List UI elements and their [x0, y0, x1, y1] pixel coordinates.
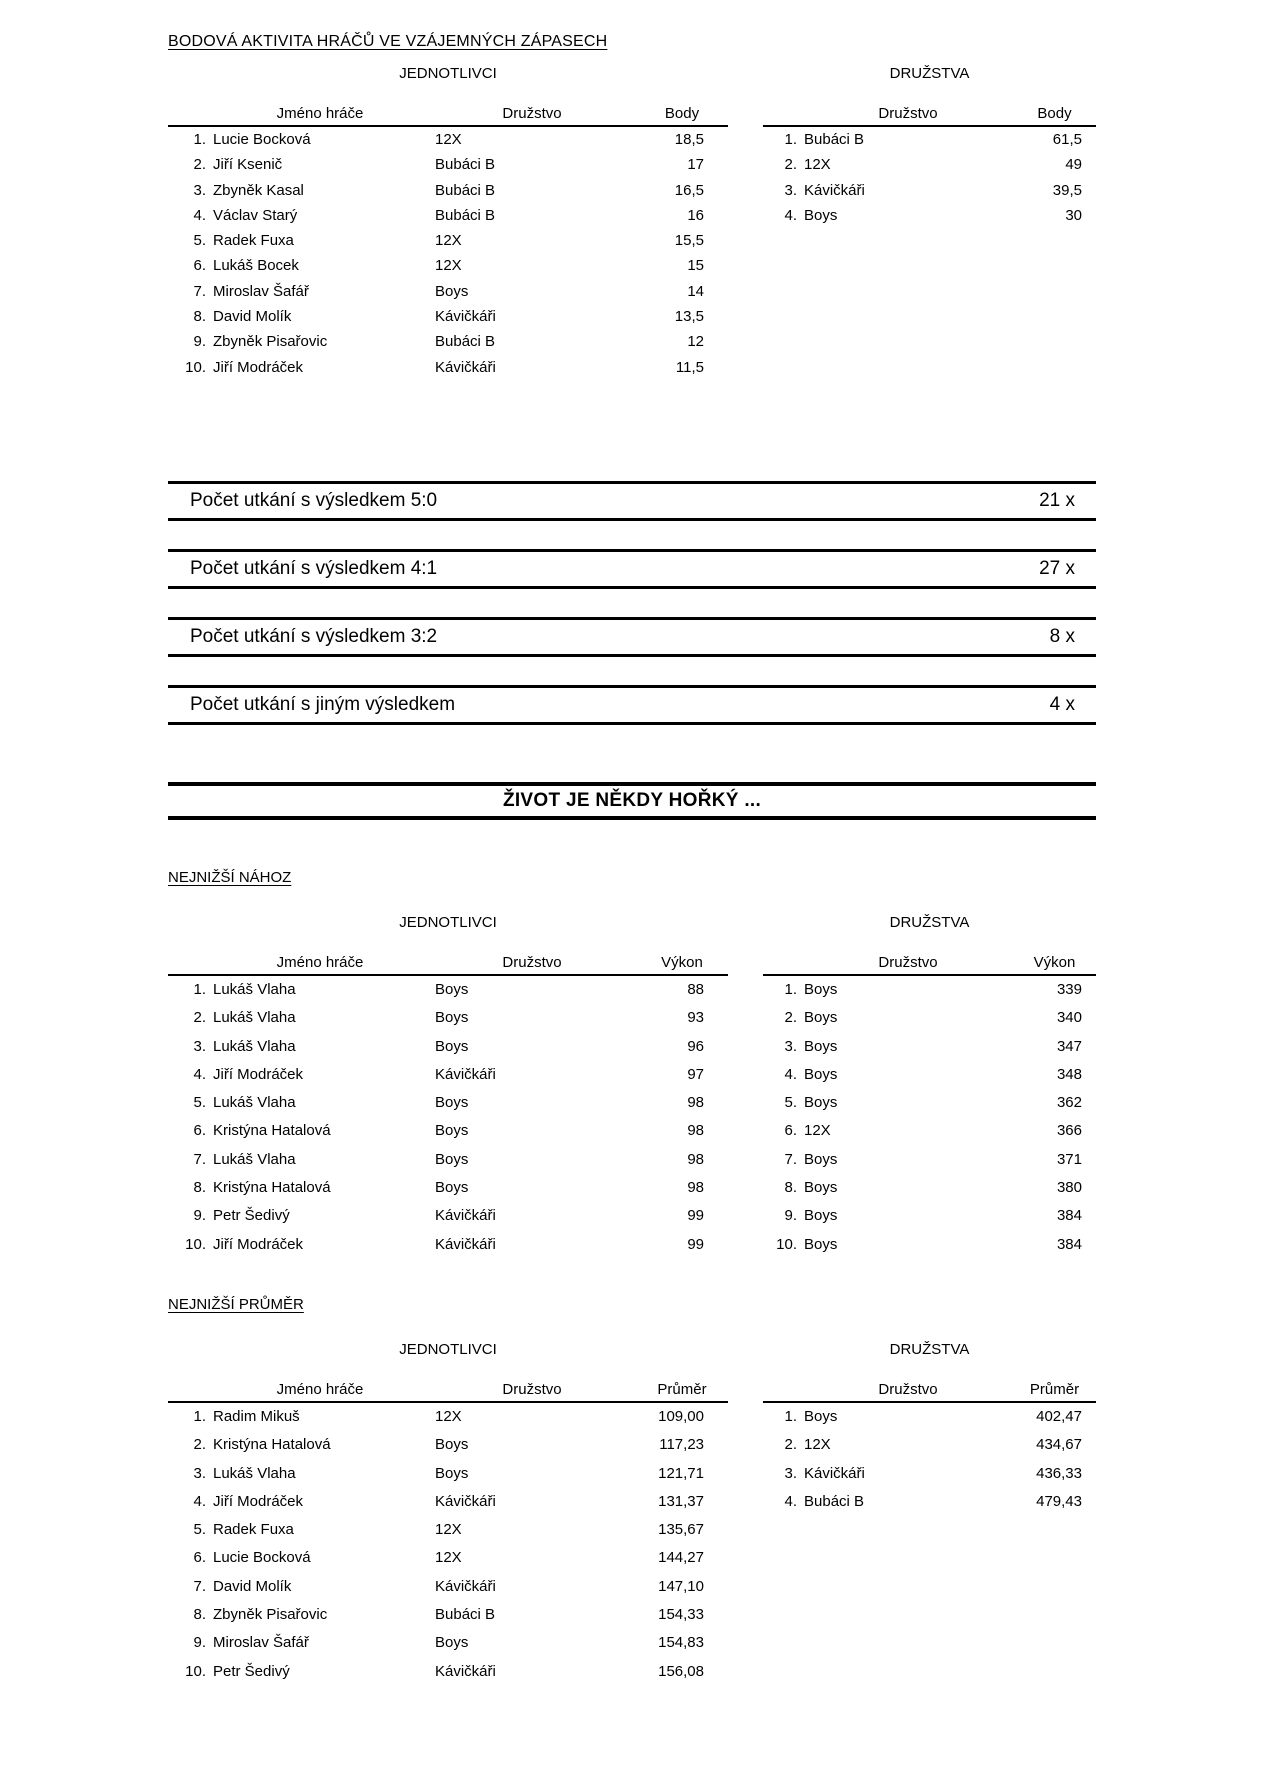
team-name: Boys — [435, 1150, 469, 1168]
row-rank: 5. — [193, 1521, 206, 1539]
individuals-heading: JEDNOTLIVCI — [399, 1340, 497, 1358]
row-value: 384 — [1056, 1207, 1082, 1225]
table-row — [763, 1061, 1096, 1089]
row-value: 97 — [687, 1065, 704, 1083]
player-name: Lukáš Vlaha — [213, 1464, 296, 1482]
column-header-team: Družstvo — [502, 1380, 562, 1398]
player-name: Radek Fuxa — [213, 232, 294, 250]
player-name: Kristýna Hatalová — [213, 1436, 331, 1454]
table-header — [763, 103, 1096, 127]
table-row — [763, 152, 1096, 177]
row-value: 14 — [687, 282, 704, 300]
row-value: 98 — [687, 1179, 704, 1197]
team-name: Kávičkáři — [435, 1065, 496, 1083]
table-header — [168, 952, 728, 976]
row-value: 121,71 — [658, 1464, 704, 1482]
table-row — [168, 1573, 728, 1601]
table-row — [168, 1403, 728, 1431]
row-value: 371 — [1056, 1150, 1082, 1168]
player-name: Radek Fuxa — [213, 1521, 294, 1539]
row-rank: 7. — [784, 1150, 797, 1168]
team-name: Boys — [804, 980, 838, 998]
player-name: Kristýna Hatalová — [213, 1179, 331, 1197]
player-name: Václav Starý — [213, 206, 298, 224]
player-name: Petr Šedivý — [213, 1662, 290, 1680]
team-name: Boys — [804, 1179, 838, 1197]
row-value: 12 — [687, 333, 704, 351]
team-name: 12X — [435, 1407, 462, 1425]
row-rank: 2. — [193, 1009, 206, 1027]
player-name: Lukáš Vlaha — [213, 980, 296, 998]
table-row — [763, 1117, 1096, 1145]
individuals-heading: JEDNOTLIVCI — [399, 65, 497, 82]
player-name: Jiří Ksenič — [213, 156, 283, 174]
team-name: Boys — [804, 1150, 838, 1168]
column-header-name: Jméno hráče — [276, 953, 364, 971]
team-name: Boys — [804, 1065, 838, 1083]
team-name: Kávičkáři — [435, 1662, 496, 1680]
table-row — [168, 1601, 728, 1629]
table-row — [763, 1202, 1096, 1230]
player-name: Lukáš Vlaha — [213, 1094, 296, 1112]
individuals-table-lowest-average — [168, 1341, 728, 1686]
table-row — [168, 1061, 728, 1089]
teams-table-lowest-game — [763, 914, 1096, 1259]
table-header — [763, 952, 1096, 976]
result-boxes — [168, 481, 1096, 725]
table-row — [168, 152, 728, 177]
team-name: Kávičkáři — [435, 358, 496, 376]
player-name: Zbyněk Pisařovic — [213, 333, 328, 351]
team-name: Bubáci B — [435, 181, 496, 199]
team-name: Kávičkáři — [435, 1577, 496, 1595]
row-rank: 4. — [784, 1065, 797, 1083]
row-rank: 4. — [193, 206, 206, 224]
table-row — [763, 976, 1096, 1004]
table-row — [168, 1629, 728, 1657]
team-name: Kávičkáři — [804, 1464, 865, 1482]
player-name: Miroslav Šafář — [213, 1634, 309, 1652]
row-value: 380 — [1056, 1179, 1082, 1197]
row-value: 13,5 — [674, 308, 704, 326]
row-value: 156,08 — [658, 1662, 704, 1680]
table-body — [168, 127, 728, 380]
column-header-value: Výkon — [1033, 953, 1076, 971]
row-rank: 8. — [193, 1606, 206, 1624]
row-value: 16,5 — [674, 181, 704, 199]
row-value: 11,5 — [675, 358, 704, 376]
team-name: Bubáci B — [804, 1492, 865, 1510]
row-rank: 8. — [193, 308, 206, 326]
table-row — [763, 1146, 1096, 1174]
row-value: 144,27 — [658, 1549, 704, 1567]
result-box-label: Počet utkání s výsledkem 3:2 — [190, 625, 438, 647]
table-row — [168, 203, 728, 228]
row-rank: 5. — [193, 232, 206, 250]
row-value: 17 — [687, 156, 704, 174]
team-name: Boys — [804, 1037, 838, 1055]
row-value: 96 — [687, 1037, 704, 1055]
row-rank: 7. — [193, 1150, 206, 1168]
row-value: 61,5 — [1052, 131, 1082, 148]
team-name: 12X — [435, 1521, 462, 1539]
column-header-team: Družstvo — [878, 105, 938, 122]
row-rank: 3. — [784, 1037, 797, 1055]
team-name: Boys — [804, 1407, 838, 1425]
row-rank: 10. — [185, 358, 206, 376]
team-name: 12X — [435, 1549, 462, 1567]
team-name: Boys — [435, 1037, 469, 1055]
team-name: Boys — [804, 1235, 838, 1253]
table-row — [168, 1488, 728, 1516]
row-value: 402,47 — [1036, 1407, 1082, 1425]
player-name: Jiří Modráček — [213, 1065, 304, 1083]
table-row — [168, 976, 728, 1004]
row-rank: 3. — [193, 181, 206, 199]
row-value: 348 — [1056, 1065, 1082, 1083]
team-name: Boys — [435, 1009, 469, 1027]
table-row — [168, 1544, 728, 1572]
team-name: Bubáci B — [804, 131, 865, 148]
team-name: 12X — [435, 257, 462, 275]
table-row — [168, 228, 728, 253]
individuals-table-lowest-game — [168, 914, 728, 1259]
row-rank: 9. — [193, 1207, 206, 1225]
table-row — [168, 1089, 728, 1117]
team-name: Kávičkáři — [435, 1235, 496, 1253]
team-name: Boys — [435, 1179, 469, 1197]
row-rank: 10. — [185, 1235, 206, 1253]
row-value: 366 — [1056, 1122, 1082, 1140]
column-header-team: Družstvo — [878, 1380, 938, 1398]
individuals-heading: JEDNOTLIVCI — [399, 913, 497, 931]
row-value: 93 — [687, 1009, 704, 1027]
table-row — [168, 304, 728, 329]
row-value: 340 — [1056, 1009, 1082, 1027]
row-rank: 7. — [193, 282, 206, 300]
row-rank: 10. — [776, 1235, 797, 1253]
table-body — [168, 1403, 728, 1686]
column-header-name: Jméno hráče — [276, 1380, 364, 1398]
row-rank: 9. — [193, 1634, 206, 1652]
player-name: David Molík — [213, 308, 292, 326]
table-row — [168, 1460, 728, 1488]
row-rank: 8. — [784, 1179, 797, 1197]
team-name: Bubáci B — [435, 206, 496, 224]
row-value: 15,5 — [674, 232, 704, 250]
result-box-label: Počet utkání s jiným výsledkem — [190, 693, 456, 715]
player-name: Lucie Bocková — [213, 1549, 311, 1567]
row-value: 479,43 — [1036, 1492, 1082, 1510]
result-box — [168, 481, 1096, 521]
row-value: 135,67 — [658, 1521, 704, 1539]
player-name: David Molík — [213, 1577, 292, 1595]
section-heading-lowest-game: NEJNIŽŠÍ NÁHOZ — [168, 868, 292, 886]
row-value: 49 — [1065, 156, 1082, 174]
team-name: 12X — [435, 131, 462, 148]
table-row — [168, 1117, 728, 1145]
team-name: Boys — [435, 1464, 469, 1482]
row-value: 154,33 — [658, 1606, 704, 1624]
table-row — [168, 279, 728, 304]
row-rank: 4. — [784, 1492, 797, 1510]
table-header — [763, 1379, 1096, 1403]
row-value: 98 — [687, 1150, 704, 1168]
table-row — [168, 1431, 728, 1459]
row-rank: 7. — [193, 1577, 206, 1595]
row-value: 362 — [1056, 1094, 1082, 1112]
player-name: Petr Šedivý — [213, 1207, 290, 1225]
player-name: Miroslav Šafář — [213, 282, 309, 300]
table-row — [763, 1231, 1096, 1259]
row-rank: 4. — [784, 206, 797, 224]
row-value: 30 — [1065, 206, 1082, 224]
table-row — [168, 355, 728, 380]
row-value: 147,10 — [658, 1577, 704, 1595]
teams-table-lowest-average — [763, 1341, 1096, 1516]
column-header-team: Družstvo — [878, 953, 938, 971]
column-header-value: Body — [664, 105, 700, 122]
row-value: 384 — [1056, 1235, 1082, 1253]
row-rank: 9. — [784, 1207, 797, 1225]
team-name: Kávičkáři — [804, 181, 865, 199]
column-header-value: Výkon — [661, 953, 703, 971]
table-row — [763, 1089, 1096, 1117]
row-value: 39,5 — [1052, 181, 1082, 199]
row-value: 98 — [687, 1094, 704, 1112]
row-rank: 5. — [193, 1094, 206, 1112]
table-row — [168, 329, 728, 354]
team-name: Bubáci B — [435, 1606, 496, 1624]
player-name: Lukáš Vlaha — [213, 1037, 296, 1055]
team-name: 12X — [804, 156, 831, 174]
player-name: Lukáš Bocek — [213, 257, 299, 275]
table-row — [763, 1004, 1096, 1032]
row-rank: 2. — [193, 156, 206, 174]
page-content — [168, 0, 1096, 1686]
player-name: Lucie Bocková — [213, 131, 311, 148]
table-body — [763, 127, 1096, 228]
row-rank: 2. — [193, 1436, 206, 1454]
row-rank: 8. — [193, 1179, 206, 1197]
teams-table-points — [763, 65, 1096, 228]
row-value: 434,67 — [1036, 1436, 1082, 1454]
player-name: Kristýna Hatalová — [213, 1122, 331, 1140]
row-rank: 6. — [193, 1549, 206, 1567]
row-value: 347 — [1056, 1037, 1082, 1055]
teams-heading: DRUŽSTVA — [889, 913, 970, 931]
table-row — [168, 1516, 728, 1544]
result-box — [168, 549, 1096, 589]
team-name: Boys — [804, 1207, 838, 1225]
result-box — [168, 685, 1096, 725]
section-heading-lowest-average: NEJNIŽŠÍ PRŮMĚR — [168, 1295, 304, 1313]
row-value: 16 — [687, 206, 704, 224]
row-rank: 3. — [193, 1037, 206, 1055]
team-name: 12X — [804, 1436, 831, 1454]
team-name: 12X — [804, 1122, 831, 1140]
row-rank: 2. — [784, 156, 797, 174]
player-name: Jiří Modráček — [213, 1235, 304, 1253]
table-row — [168, 1004, 728, 1032]
row-rank: 5. — [784, 1094, 797, 1112]
row-rank: 2. — [784, 1436, 797, 1454]
team-name: Bubáci B — [435, 333, 496, 351]
banner-heading: ŽIVOT JE NĚKDY HOŘKÝ ... — [168, 782, 1096, 820]
row-rank: 10. — [185, 1662, 206, 1680]
table-row — [763, 1403, 1096, 1431]
table-row — [168, 253, 728, 278]
team-name: Boys — [804, 1009, 838, 1027]
result-box-label: Počet utkání s výsledkem 4:1 — [190, 557, 438, 579]
team-name: Bubáci B — [435, 156, 496, 174]
section-lowest-average — [168, 1341, 1096, 1686]
row-rank: 6. — [193, 257, 206, 275]
row-value: 109,00 — [658, 1407, 704, 1425]
row-rank: 3. — [784, 181, 797, 199]
table-header — [168, 1379, 728, 1403]
table-row — [763, 1174, 1096, 1202]
teams-heading: DRUŽSTVA — [889, 65, 970, 82]
table-row — [763, 178, 1096, 203]
team-name: Boys — [435, 1436, 469, 1454]
table-row — [168, 1231, 728, 1259]
row-rank: 1. — [193, 1407, 206, 1425]
table-body — [763, 976, 1096, 1259]
team-name: Boys — [435, 282, 469, 300]
player-name: Jiří Modráček — [213, 1492, 304, 1510]
row-rank: 3. — [193, 1464, 206, 1482]
table-row — [763, 203, 1096, 228]
column-header-value: Body — [1037, 105, 1072, 122]
table-header — [168, 103, 728, 127]
team-name: Kávičkáři — [435, 1207, 496, 1225]
team-name: Boys — [435, 980, 469, 998]
section-lowest-game — [168, 914, 1096, 1259]
row-value: 15 — [687, 257, 704, 275]
table-row — [168, 1146, 728, 1174]
result-box-value: 4 x — [1049, 693, 1075, 715]
row-rank: 1. — [784, 1407, 797, 1425]
row-rank: 1. — [784, 980, 797, 998]
row-value: 154,83 — [658, 1634, 704, 1652]
row-rank: 6. — [784, 1122, 797, 1140]
row-rank: 3. — [784, 1464, 797, 1482]
column-header-team: Družstvo — [502, 105, 562, 122]
team-name: 12X — [435, 232, 462, 250]
table-body — [763, 1403, 1096, 1516]
row-value: 98 — [687, 1122, 704, 1140]
result-box-label: Počet utkání s výsledkem 5:0 — [190, 489, 438, 511]
result-box — [168, 617, 1096, 657]
table-row — [168, 1202, 728, 1230]
row-rank: 6. — [193, 1122, 206, 1140]
table-row — [168, 1174, 728, 1202]
row-value: 436,33 — [1036, 1464, 1082, 1482]
row-rank: 4. — [193, 1492, 206, 1510]
player-name: Radim Mikuš — [213, 1407, 300, 1425]
table-body — [168, 976, 728, 1259]
player-name: Lukáš Vlaha — [213, 1150, 296, 1168]
section-points — [168, 65, 1096, 380]
individuals-table-points — [168, 65, 728, 380]
team-name: Boys — [804, 206, 838, 224]
team-name: Boys — [804, 1094, 838, 1112]
column-header-name: Jméno hráče — [276, 105, 364, 122]
result-box-value: 8 x — [1049, 625, 1075, 647]
column-header-value: Průměr — [1029, 1380, 1080, 1398]
table-row — [763, 1488, 1096, 1516]
row-value: 99 — [687, 1235, 704, 1253]
result-box-value: 27 x — [1039, 557, 1075, 579]
player-name: Lukáš Vlaha — [213, 1009, 296, 1027]
table-row — [168, 1658, 728, 1686]
team-name: Boys — [435, 1634, 469, 1652]
team-name: Kávičkáři — [435, 308, 496, 326]
player-name: Zbyněk Kasal — [213, 181, 304, 199]
row-rank: 4. — [193, 1065, 206, 1083]
row-rank: 1. — [784, 131, 797, 148]
team-name: Kávičkáři — [435, 1492, 496, 1510]
row-value: 117,23 — [659, 1436, 704, 1454]
table-row — [168, 178, 728, 203]
column-header-team: Družstvo — [502, 953, 562, 971]
row-value: 339 — [1056, 980, 1082, 998]
row-value: 18,5 — [674, 131, 704, 148]
teams-heading: DRUŽSTVA — [889, 1340, 970, 1358]
row-rank: 2. — [784, 1009, 797, 1027]
row-value: 131,37 — [658, 1492, 704, 1510]
table-row — [763, 1431, 1096, 1459]
team-name: Boys — [435, 1094, 469, 1112]
row-rank: 1. — [193, 131, 206, 148]
table-row — [168, 1033, 728, 1061]
page-title: BODOVÁ AKTIVITA HRÁČŮ VE VZÁJEMNÝCH ZÁPASECH — [168, 33, 608, 50]
row-value: 99 — [687, 1207, 704, 1225]
table-row — [763, 1460, 1096, 1488]
table-row — [763, 1033, 1096, 1061]
row-rank: 1. — [193, 980, 206, 998]
table-row — [763, 127, 1096, 152]
table-row — [168, 127, 728, 152]
result-box-value: 21 x — [1039, 489, 1075, 511]
player-name: Zbyněk Pisařovic — [213, 1606, 328, 1624]
column-header-value: Průměr — [657, 1380, 707, 1398]
team-name: Boys — [435, 1122, 469, 1140]
row-rank: 9. — [193, 333, 206, 351]
player-name: Jiří Modráček — [213, 358, 304, 376]
row-value: 88 — [687, 980, 704, 998]
